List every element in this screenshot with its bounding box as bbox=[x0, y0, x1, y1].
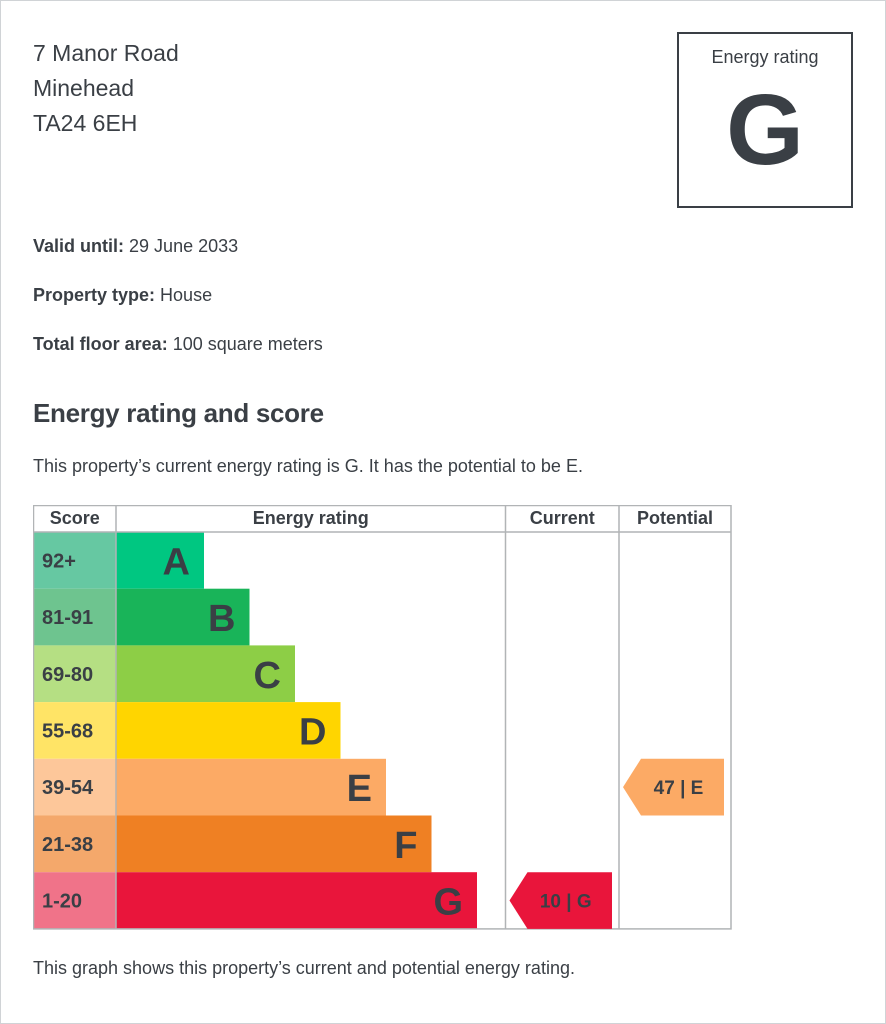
score-range-c: 69-80 bbox=[42, 663, 94, 686]
valid-until-value: 29 June 2033 bbox=[129, 236, 239, 256]
band-letter-d: D bbox=[299, 711, 327, 754]
address-line-1: 7 Manor Road bbox=[33, 40, 179, 66]
header-potential: Potential bbox=[636, 508, 714, 528]
band-letter-c: C bbox=[253, 654, 281, 697]
band-letter-g: G bbox=[433, 881, 463, 924]
energy-rating-box bbox=[677, 32, 853, 208]
band-bar-a bbox=[116, 532, 204, 589]
score-range-f: 21-38 bbox=[42, 833, 94, 856]
score-range-e: 39-54 bbox=[42, 777, 94, 800]
valid-until bbox=[33, 236, 238, 257]
property-address bbox=[33, 36, 179, 141]
potential-rating-label: 47 | E bbox=[653, 778, 704, 800]
chart-footnote: This graph shows this property’s current and potential energy rating. bbox=[33, 958, 575, 978]
rating-summary: This property’s current energy rating is G. It has the potential to be E. bbox=[33, 456, 583, 476]
current-rating-label: 10 | G bbox=[539, 891, 592, 913]
floor-area-label: Total floor area: bbox=[33, 334, 168, 354]
band-bar-f bbox=[116, 816, 432, 873]
floor-area-value: 100 square meters bbox=[172, 334, 323, 354]
energy-rating-chart bbox=[33, 505, 733, 931]
energy-rating-box-label: Energy rating bbox=[711, 47, 819, 67]
header-energy-rating: Energy rating bbox=[252, 508, 369, 528]
address-line-2: Minehead bbox=[33, 75, 135, 101]
property-type-value: House bbox=[160, 285, 213, 305]
band-bar-e bbox=[116, 759, 386, 816]
score-range-d: 55-68 bbox=[42, 720, 94, 743]
section-title: Energy rating and score bbox=[33, 398, 324, 428]
score-range-b: 81-91 bbox=[42, 607, 94, 630]
score-range-g: 1-20 bbox=[42, 890, 83, 913]
address-postcode: TA24 6EH bbox=[33, 110, 138, 136]
score-range-a: 92+ bbox=[42, 550, 76, 573]
total-floor-area bbox=[33, 334, 323, 355]
band-letter-a: A bbox=[162, 541, 190, 584]
valid-until-label: Valid until: bbox=[33, 236, 125, 256]
energy-rating-letter: G bbox=[726, 74, 804, 186]
band-letter-f: F bbox=[394, 824, 418, 867]
property-type bbox=[33, 285, 212, 306]
property-type-label: Property type: bbox=[33, 285, 156, 305]
band-letter-e: E bbox=[346, 768, 372, 811]
header-current: Current bbox=[529, 508, 595, 528]
header-score: Score bbox=[49, 508, 100, 528]
band-letter-b: B bbox=[208, 598, 236, 641]
band-bar-g bbox=[116, 872, 477, 929]
